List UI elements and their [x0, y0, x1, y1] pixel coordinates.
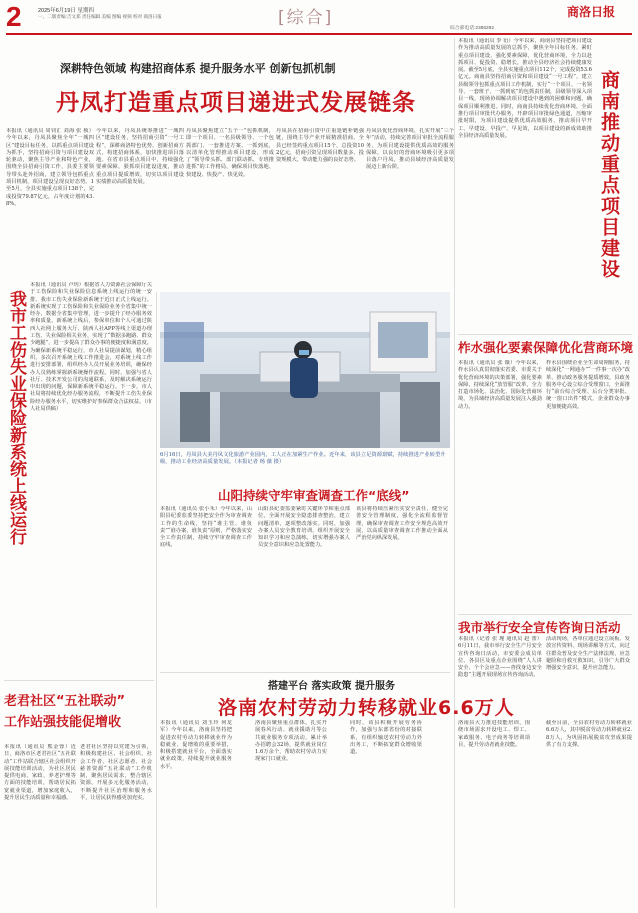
article1-headline: 丹凤打造重点项目递进式发展链条	[56, 89, 416, 116]
article1-subtitle: 深耕特色领域 构建招商体系 提升服务水平 创新包抓机制	[60, 62, 336, 75]
column-divider	[454, 38, 455, 908]
page-number: 2	[6, 1, 22, 32]
bottom-article-headline: 洛南农村劳动力转移就业6.6万人	[218, 697, 515, 719]
mid-article-column: 本报讯（通讯员 张小禾）今年以来，山阳县纪委监委坚持把安全作为审查调查工作的生命线，坚持“谁主管、谁负责”“谁办案、谁负责”原则，严格落实安全工作责任制，持续守牢审查调查工作底线。	[160, 506, 252, 549]
article1-column: 本报讯（通讯员 周钊汇 刘海 张 桢）今年以来，丹凤县聚焦全年“一城四区”建设目标任务，以抓重点项目建设为抓手，坚持招商引资与项目建设双轮驱动，聚焦主导产业和特色产业，围绕全县招商引资工作，县委主要领导带头赴外招商，建立领导包抓重点项目机制，项目建设呈现良好态势。1至5月，全县实施重点项目138个，完成投资79.87亿元，占年度计划的43.8%。	[6, 128, 94, 207]
section-label: [综合]	[278, 8, 334, 28]
editor-info: 综合部电话:2386292	[450, 26, 494, 31]
news-photo	[160, 292, 450, 448]
left-article2-column: 老君社区坚持以党建为引领，积极构建社区、社会组织、社会工作者、社区志愿者、社会慈善资源“五社联动”工作机制，聚焦居民需求，整合辖区资源，开展多元化服务活动，不断提升社区治理和服务水平，让居民获得感更加充实。	[80, 744, 152, 802]
photo-caption-text: 6月16日，丹凤县大美丹凤文化旅游产业园内，工人正在加紧生产作业。近年来，该县立足资源禀赋，持续推进产业转型升级，推动工业经济高质量发展。	[160, 452, 446, 466]
bottom-article-column: 本报讯（通讯员 刘玉玲 何龙军）今年以来，洛南县坚持把促进农村劳动力转移就业作为稳就业、促增收的重要举措，积极搭建就业平台，全面落实就业政策，持续提升就业服务水平。	[160, 720, 232, 770]
right-article2-column: 柞水县围绕企业全生命周期服务，持续深化“一网通办”“一件事一次办”改革，推动政务服务提质增效。县政务服务中心设立综合受理窗口，全面推行“前台综合受理、后台分类审批、统一窗口出件”模式，企业群众办事更加便捷高效。	[546, 360, 630, 410]
right-article3-column: 本报讯（记者 张 瑾 通讯员 赵 蕾）6月11日，我市举行安全生产月安全宣传咨询日活动，市安委会成员单位、各县区及重点企业围绕“人人讲安全、个个会应急——查找身边安全隐患”主题开展现场宣传咨询活动。	[458, 636, 542, 679]
column-divider	[156, 292, 157, 908]
bottom-article-column: 洛南县聚焦重点群体，扎实开展春风行动、就业援助月等公共就业服务专项活动，累计举办招聘会32场，提供就业岗位1.6万余个，帮助农村劳动力实现家门口就业。	[255, 720, 327, 763]
issue-date: 2025年6月19日 星期四	[38, 8, 94, 14]
bottom-article-column: 截至目前，全县农村劳动力转移就业6.6万人，其中脱贫劳动力转移就业2.8万人，为巩固拓展脱贫攻坚成果提供了有力支撑。	[546, 720, 632, 748]
article1-column: 丹凤县聚焦建立“五个一”包抓机制，即一个项目、一名县级领导、一个包抓部门、一套推进方案、一抓到底，以清单化管理推动项目建设，形成了“领导带头抓、部门联动抓、专班推进抓”的工作格局，确保项目快落地、快建设、快投产、快见效。	[186, 128, 274, 178]
photo-caption	[160, 452, 450, 480]
mid-article-column: 该县将持续压紧压实安全责任，健全完善安全管理制度，强化全流程监督管理，确保审查调查工作安全规范高效开展，以高质量审查调查工作推动全面从严治党向纵深发展。	[356, 506, 448, 542]
article1-column: 丹凤县优化营商环境，扎实开展“三个年”活动，持续完善项目审批全流程服务，为项目建设提供优质高效的服务保障，以良好的营商环境吸引更多项目落户丹凤，推动县域经济高质量发展迈上新台阶。	[366, 128, 454, 171]
right-article3-headline: 我市举行安全宣传咨询日活动	[458, 620, 621, 635]
right-article3-column: 活动现场，各单位通过设立展板、发放宣传资料、现场讲解等方式，向过往群众普及安全生产法律法规、应急避险和自救互救知识，引导广大群众增强安全意识，提升应急能力。	[546, 636, 630, 672]
mid-article-headline: 山阳持续守牢审查调查工作“底线”	[218, 488, 410, 503]
left-article2-column: 本报讯（通讯员 熊金蓉）近日，商洛市区老君社区“五社联动”工作站联合辖区社会组织开展技能培训活动，为社区居民提供电商、家政、养老护理等方面的技能培训，帮助居民拓宽就业渠道，增加家庭收入，提升居民生活质量和幸福感。	[4, 744, 76, 802]
section-divider	[160, 672, 450, 673]
section-divider	[458, 614, 632, 615]
article1-column: 丹凤县在招商引资中注重延链补链强链，围绕主导产业开展精准招商，全县已经签约重点项目15个，总投资102亿元，招商引资呈现项目数量多、投资规模大、带动能力强的良好态势。	[276, 128, 364, 164]
factory-photo-illustration	[160, 292, 450, 448]
masthead-divider	[6, 33, 632, 35]
newspaper-logo: 商洛日报	[567, 5, 616, 19]
mid-article-column: 山阳县纪委监委紧盯关键环节和重点部位，全面开展安全隐患排查整治，建立问题清单，逐项整改落实。同时，加强办案人员安全教育培训，组织开展安全知识学习和应急演练，切实增强办案人员安全意识和应急处置能力。	[258, 506, 350, 549]
left-article1-headline: 我市工伤失业保险新系统上线运行	[6, 290, 26, 545]
photo-credit: （本报记者 杨 薇 摄）	[234, 459, 285, 466]
right-article1-headline: 商南推动重点项目建设	[598, 70, 620, 280]
section-divider	[4, 680, 154, 681]
left-article2-headline-line1: 老君社区“五社联动”	[4, 694, 126, 709]
left-article1-body: 本报讯（通讯员 卢玥）根据省人力资源社会保障厅关于工伤保险和失业保险信息系统上线运行的统一安排，我市工伤失业保险新系统于近日正式上线运行。新系统实现了工伤保险和失业保险业务全省集中统一经办，数据全省集中管理，进一步提升了经办服务效率和质量。新系统上线后，参保单位和个人可通过陕西人社网上服务大厅、陕西人社APP等线上渠道办理工伤、失业保险相关业务，实现了“数据多跑路、群众少跑腿”，进一步提高了群众办事的便捷度和满意度。为确保新系统平稳运行，市人社局提前谋划，精心组织，多次召开系统上线工作推进会，对系统上线工作进行安排部署，组织经办人员开展业务培训，确保经办人员熟练掌握新系统操作流程。同时，加强与省人社厅、技术开发公司的沟通联系，及时解决系统运行中出现的问题，保障新系统平稳运行。下一步，市人社局将持续优化经办服务流程，不断提升工伤失业保险经办服务水平，切实维护好参保群众合法权益。（市人社局供稿）	[30, 282, 152, 413]
masthead-subnav: 一、二版责编:吉文郑 责任编辑 美编 图编 视频 校对 商洛日报	[38, 14, 162, 19]
section-divider	[458, 334, 632, 335]
bottom-article-column: 洛南县大力推进技能培训，围绕市场需求开设电工、焊工、家政服务、电子商务等培训项目，提升劳动者就业技能。	[458, 720, 530, 748]
bottom-article-column: 同时，该县积极开展劳务协作，加强与东部省份的对接联系，有组织输送农村劳动力外出务工，不断拓宽群众增收渠道。	[350, 720, 422, 756]
right-article2-column: 本报讯（通讯员 张 薇）今年以来，柞水县认真贯彻落实省委、市委关于优化营商环境的决策部署，强化要素保障，持续深化“放管服”改革，全力打造市场化、法治化、国际化营商环境，为县域经济高质量发展注入强劲动力。	[458, 360, 542, 410]
article1-column: 今年以来，丹凤县统筹推进“一城四区”建设任务，坚持招商引资“一号工程”，深耕商洛特色优势，创新招商方式，构建招商体系，加快推进项目落地。在省市县重点项目中，持续强化要素保障，狠抓项目建设进度，推动重点项目提质增效，切实以项目建设实绩推动高质量发展。	[96, 128, 184, 186]
right-article2-headline: 柞水强化要素保障优化营商环境	[458, 340, 634, 355]
right-article1-body: 本报讯（通讯员 李 衍）今年以来，商南县坚持把项目建设作为推动高质量发展的总抓手，聚焦全年目标任务，紧盯重点项目建设，强化要素保障，优化营商环境，全力以赴抓项目、促投资、稳增长，推动全县经济社会持续健康发展。截至5月底，全县实施重点项目112个，完成投资53.6亿元。商南县坚持招商引资和项目建设“一号工程”，建立县级领导包抓重点项目工作机制，实行“一个项目、一名领导、一套班子、一抓到底”的包抓责任制，县级领导深入项目一线，现场协调解决项目建设中遇到的困难和问题，确保项目顺利推进。同时，商南县持续优化营商环境，全面推行项目审批代办服务，开辟项目审批绿色通道，压缩审批时限，为项目建设提供优质高效服务，推动项目早开工、早建设、早投产、早见效，以项目建设的新成效助推全县经济高质量发展。	[458, 38, 592, 139]
bottom-article-subtitle: 搭建平台 落实政策 提升服务	[268, 681, 395, 692]
left-article2-headline-line2: 工作站强技能促增收	[4, 715, 122, 730]
